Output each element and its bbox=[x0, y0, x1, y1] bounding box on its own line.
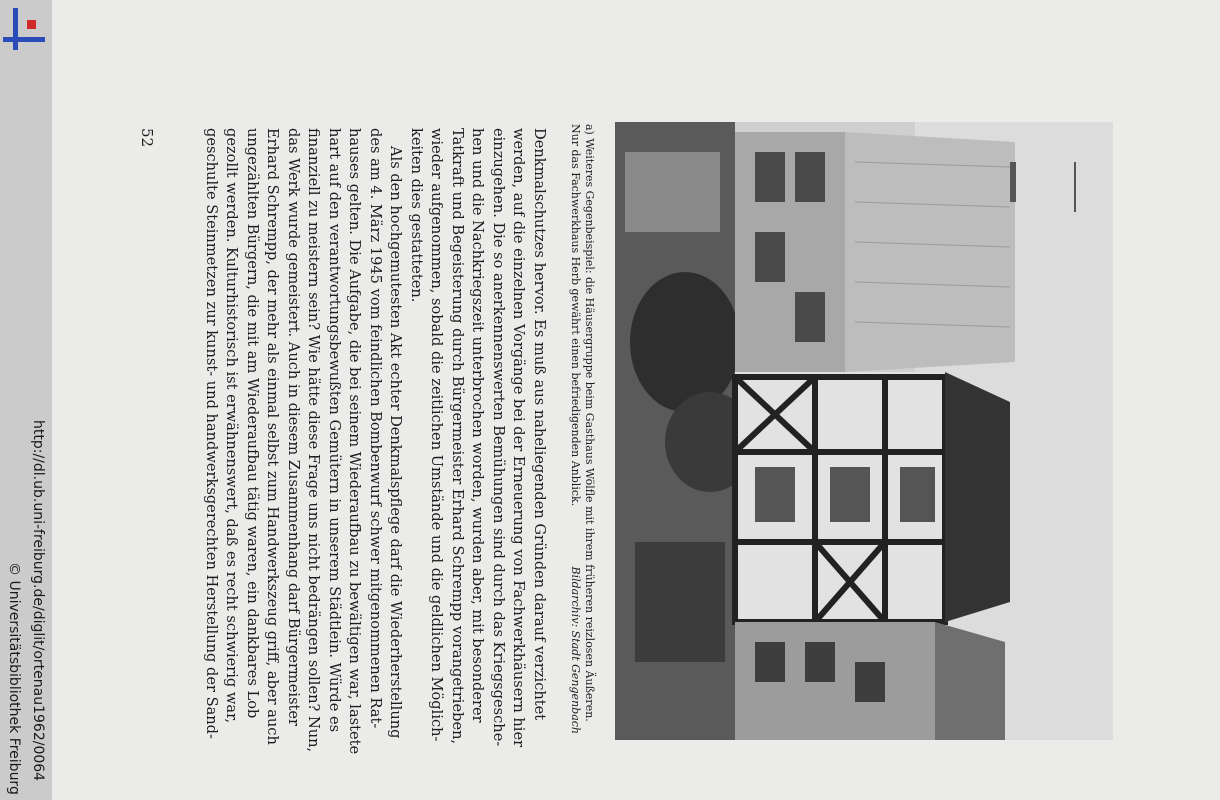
photo-credit: Bildarchiv: Stadt Gengenbach bbox=[569, 566, 582, 734]
body-line: finanziell zu meistern sein? Wie hätte diese Frage uns nicht bedrängen sollen? Nun, bbox=[305, 128, 323, 753]
copyright-notice: © Universitätsbibliothek Freiburg bbox=[6, 562, 22, 795]
library-logo-icon[interactable] bbox=[3, 8, 45, 52]
body-text bbox=[201, 128, 550, 754]
body-line: hart auf den verantwortungsbewußten Gemütern in unserem Städtlein. Würde es bbox=[326, 128, 343, 733]
body-line: einzugehen. Die so anerkennenswerten Bemühungen sind durch das Kriegsgesche- bbox=[490, 128, 507, 747]
body-line: des am 4. März 1945 vom feindlichen Bombenwurf schwer mitgenommenen Rat- bbox=[367, 128, 384, 729]
body-line: wieder aufgenommen, sobald die zeitlichen Umstände und die geldlichen Möglich- bbox=[428, 128, 446, 742]
body-line: ungezählten Bürgern, die mit am Wiederaufbau tätig waren, ein dankbares Lob bbox=[244, 128, 261, 719]
body-line: Erhard Schrempp, der mehr als einmal selbst zum Handwerkszeug griff, aber auch bbox=[264, 128, 282, 745]
body-line: Tatkraft und Begeisterung durch Bürgermeister Erhard Schrempp vorangetrieben, bbox=[449, 128, 466, 745]
figure-caption bbox=[581, 124, 597, 722]
house-photo bbox=[615, 122, 1113, 740]
body-line: gezollt werden. Kulturhistorisch ist erwähnenswert, daß es recht schwierig war, bbox=[223, 128, 241, 724]
body-line: werden, auf die einzelnen Vorgänge bei der Erneuerung von Fachwerkhäusern hier bbox=[510, 128, 528, 748]
body-line: das Werk wurde gemeistert. Auch in diesem Zusammenhang darf Bürgermeister bbox=[285, 128, 302, 727]
body-line: keiten dies gestatteten. bbox=[408, 128, 425, 303]
document-url[interactable]: http://dl.ub.uni-freiburg.de/diglit/ortenau1962/0064 bbox=[30, 420, 46, 782]
body-line: hen und die Nachkriegszeit unterbrochen worden, wurden aber, mit besonderer bbox=[469, 128, 487, 723]
body-line: geschulte Steinmetzen zur kunst- und handwerksgerechten Herstellung der Sand- bbox=[203, 128, 220, 739]
caption-line-2: Nur das Fachwerkhaus Herb gewährt einen befriedigenden Anblick. bbox=[569, 124, 582, 507]
body-line: hauses gelten. Die Aufgabe, die bei seinem Wiederaufbau zu bewältigen war, lastete bbox=[346, 128, 364, 755]
caption-line-1: a) Weiteres Gegenbeispiel: die Häusergruppe beim Gasthaus Wölfle mit ihrem früheren reizlosen Äußeren. bbox=[583, 124, 596, 722]
body-line: Als den hochgemutesten Akt echter Denkmalspflege darf die Wiederherstellung bbox=[387, 146, 405, 739]
body-line: Denkmalschutzes hervor. Es muß aus naheliegenden Gründen darauf verzichtet bbox=[531, 128, 548, 721]
page-number: 52 bbox=[138, 128, 156, 148]
figure-caption-second bbox=[567, 124, 583, 734]
